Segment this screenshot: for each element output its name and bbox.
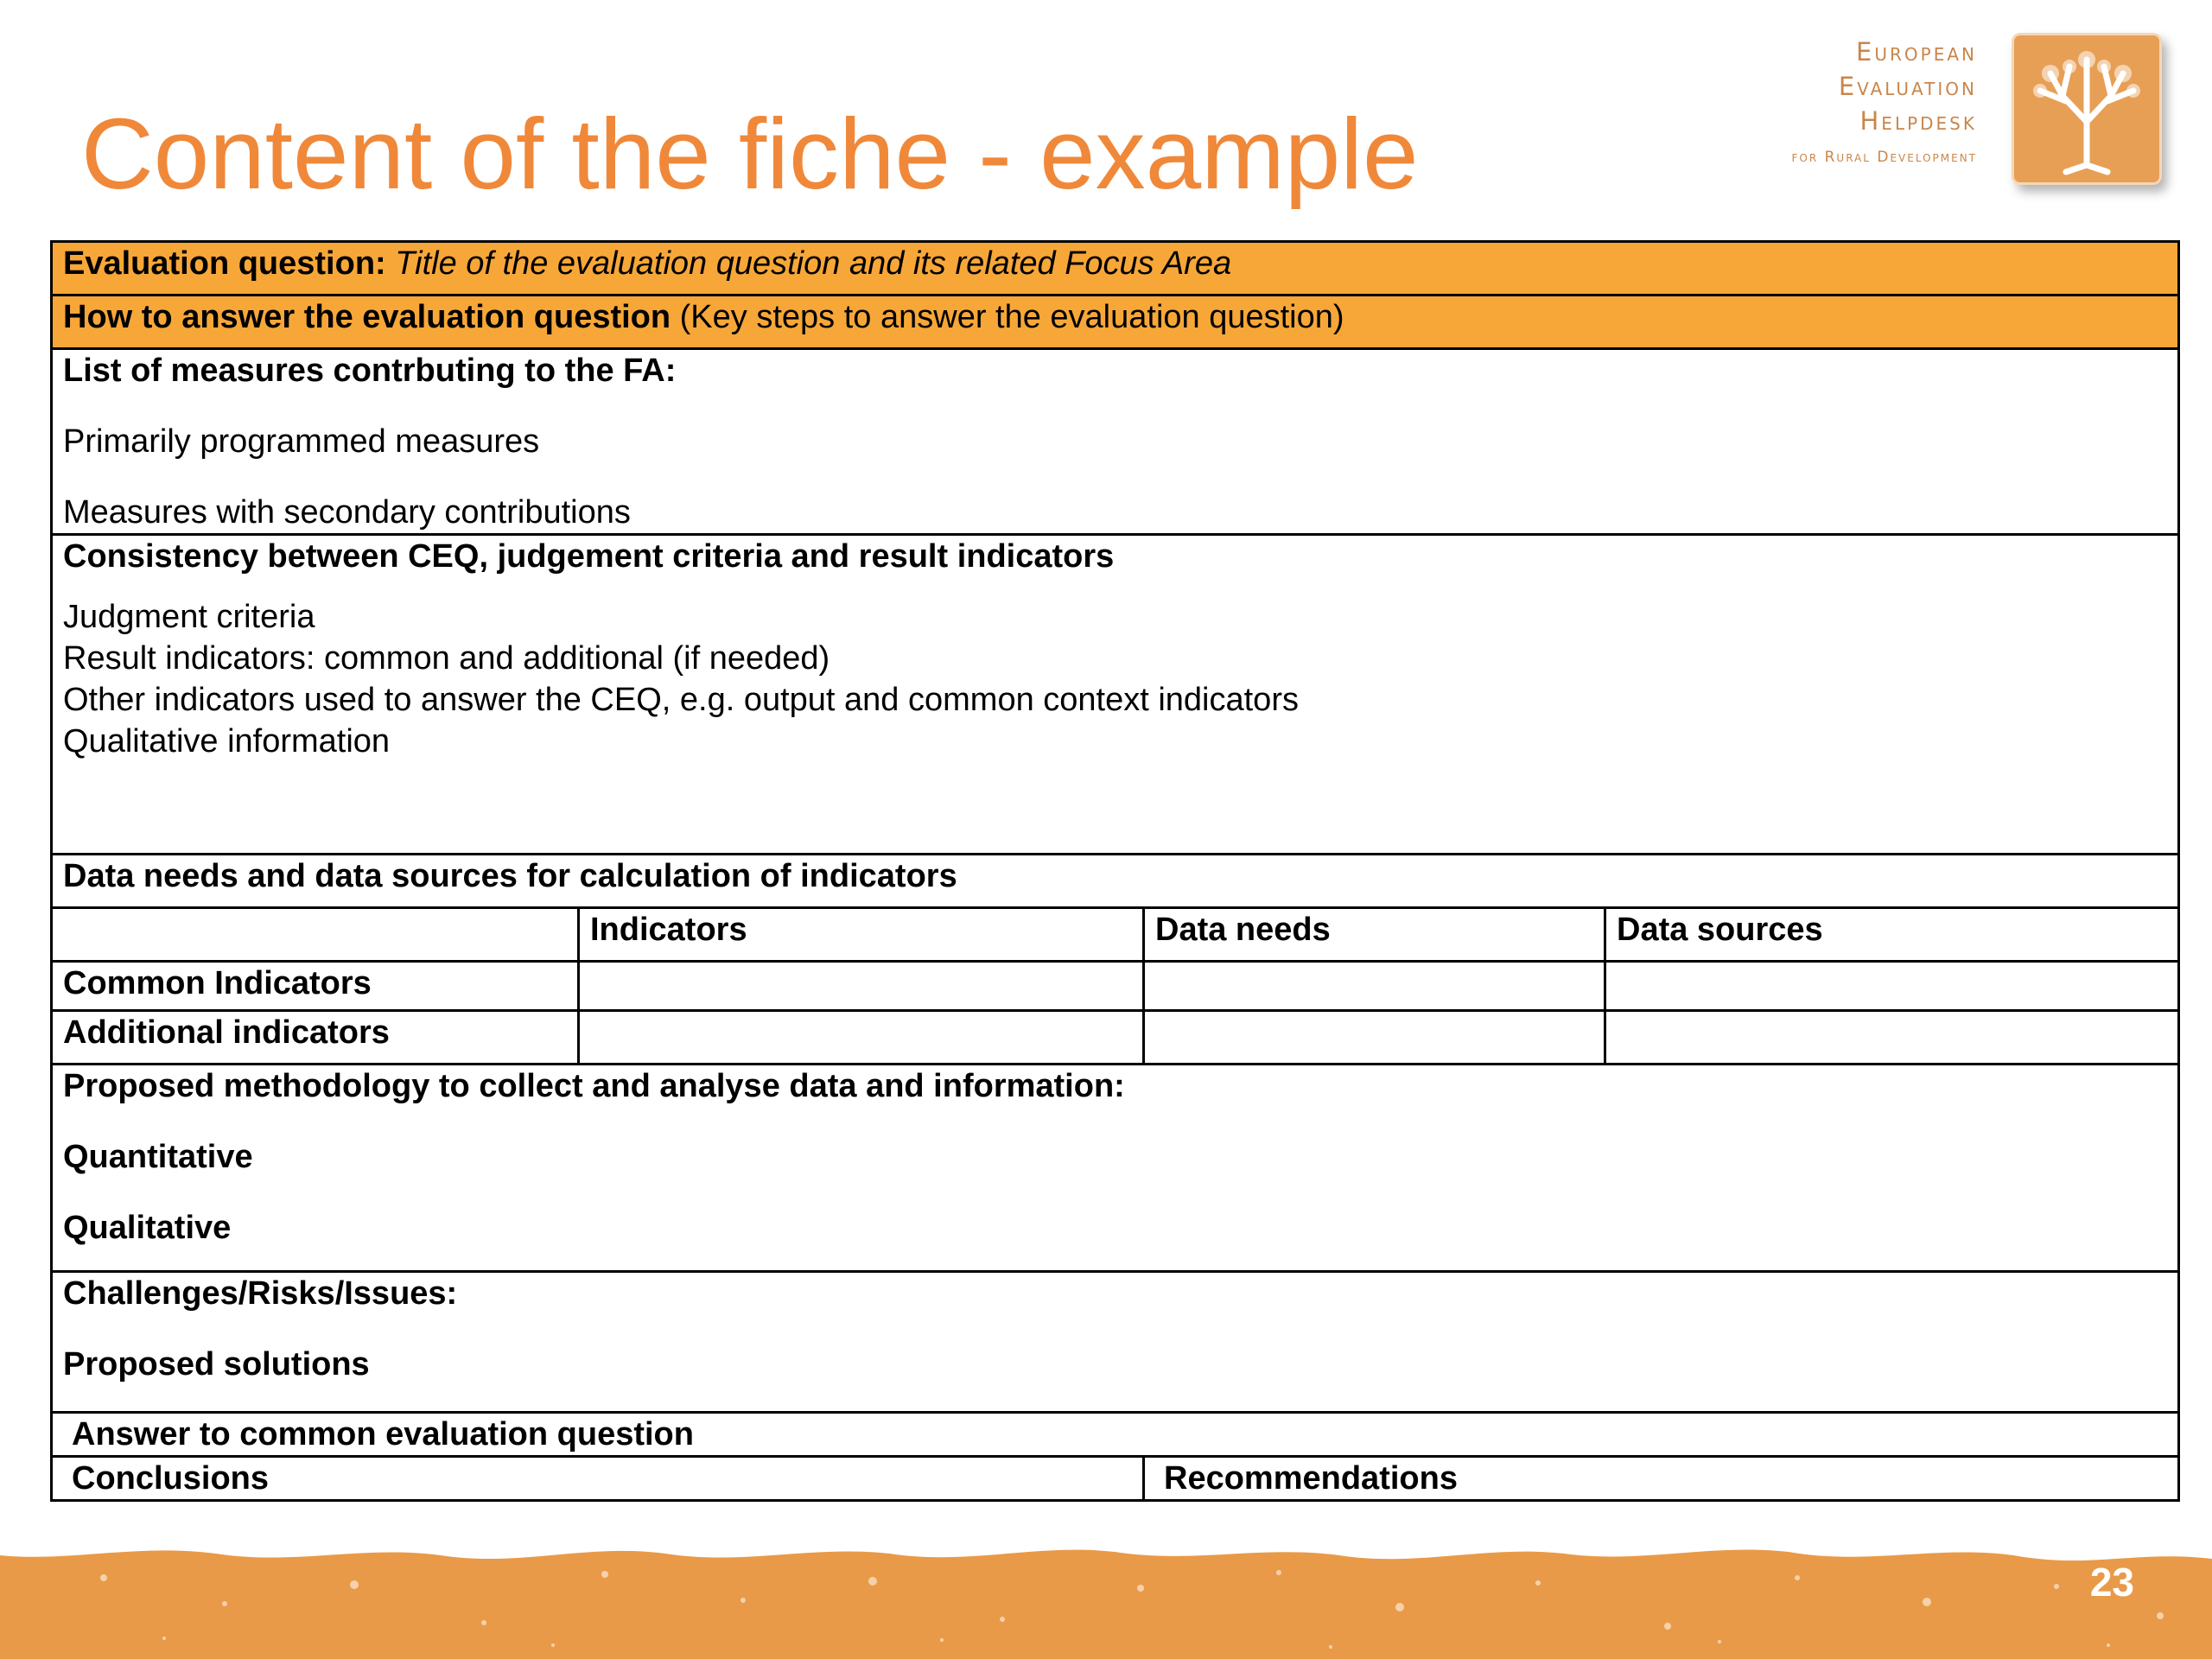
challenges-heading: Challenges/Risks/Issues: — [63, 1275, 458, 1312]
data-table-corner-cell — [52, 908, 579, 962]
logo-line-helpdesk: Helpdesk — [1859, 106, 1977, 136]
cell-common-data-needs — [1144, 962, 1605, 1011]
conclusions-cell: Conclusions — [52, 1457, 1144, 1501]
cell-additional-data-sources — [1605, 1011, 2179, 1065]
cell-additional-data-needs — [1144, 1011, 1605, 1065]
how-to-answer-label: How to answer the evaluation question — [63, 299, 671, 335]
measures-secondary: Measures with secondary contributions — [63, 494, 631, 531]
methodology-qualitative: Qualitative — [63, 1210, 232, 1246]
logo-line-european: European — [1856, 37, 1977, 67]
answer-heading: Answer to common evaluation question — [52, 1413, 2179, 1457]
column-header-data-sources: Data sources — [1605, 908, 2179, 962]
column-header-data-needs: Data needs — [1144, 908, 1605, 962]
consistency-heading: Consistency between CEQ, judgement criteria and result indicators — [63, 538, 1115, 575]
challenges-section — [52, 1272, 2179, 1413]
measures-heading: List of measures contrbuting to the FA: — [63, 353, 677, 389]
slide-title: Content of the fiche - example — [81, 98, 1419, 210]
helpdesk-logo-text — [1614, 35, 1977, 169]
data-needs-heading: Data needs and data sources for calculation of indicators — [52, 855, 2179, 908]
evaluation-question-row — [52, 242, 2179, 296]
how-to-answer-text: (Key steps to answer the evaluation question) — [679, 299, 1344, 335]
consistency-item: Judgment criteria — [63, 599, 315, 635]
cell-common-indicators — [579, 962, 1144, 1011]
measures-section — [52, 349, 2179, 535]
cell-common-data-sources — [1605, 962, 2179, 1011]
row-common-indicators: Common Indicators — [52, 962, 579, 1011]
row-additional-indicators: Additional indicators — [52, 1011, 579, 1065]
page-number: 23 — [2089, 1560, 2134, 1605]
column-header-indicators: Indicators — [579, 908, 1144, 962]
evaluation-question-label: Evaluation question: — [63, 245, 386, 282]
consistency-item: Result indicators: common and additional (if needed) — [63, 640, 830, 677]
evaluation-question-text: Title of the evaluation question and its related Focus Area — [395, 245, 1232, 282]
consistency-item: Other indicators used to answer the CEQ, e.g. output and common context indicators — [63, 682, 1299, 718]
cell-additional-indicators — [579, 1011, 1144, 1065]
methodology-heading: Proposed methodology to collect and analyse data and information: — [63, 1068, 1125, 1104]
footer-band — [0, 1543, 2212, 1659]
logo-line-rural-development: for Rural Development — [1791, 149, 1977, 166]
proposed-solutions-heading: Proposed solutions — [63, 1346, 370, 1382]
logo-line-evaluation: Evaluation — [1838, 72, 1977, 101]
methodology-section — [52, 1065, 2179, 1272]
tree-icon — [2012, 33, 2162, 185]
consistency-item: Qualitative information — [63, 723, 391, 760]
how-to-answer-row — [52, 296, 2179, 349]
measures-primary: Primarily programmed measures — [63, 423, 540, 460]
evaluation-fiche-table — [50, 240, 2180, 1502]
recommendations-cell: Recommendations — [1144, 1457, 2179, 1501]
methodology-quantitative: Quantitative — [63, 1139, 253, 1175]
consistency-section — [52, 535, 2179, 855]
